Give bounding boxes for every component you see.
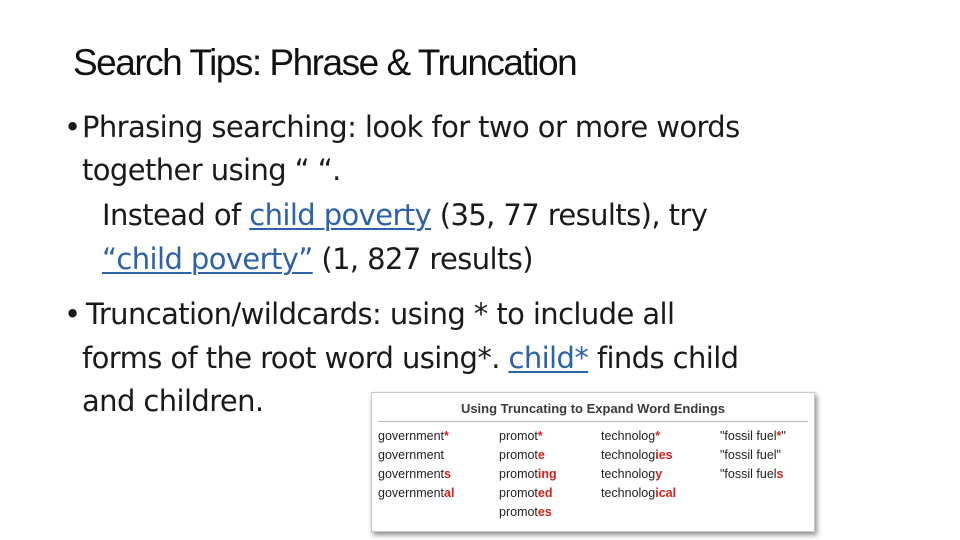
word-base: technolog <box>601 429 656 443</box>
figure-word-cell <box>499 484 557 503</box>
figure-word-cell <box>499 446 557 465</box>
word-base: "fossil fuel" <box>720 448 781 462</box>
figure-word-cell <box>378 446 454 465</box>
bullet-marker: • <box>64 297 82 331</box>
bullet-2-line-2-post: finds child <box>588 341 739 375</box>
word-base: government <box>378 467 445 481</box>
word-base: "fossil fuel <box>720 467 777 481</box>
word-suffix: * <box>776 429 782 443</box>
bullet-2-line-3: and children. <box>82 384 264 418</box>
figure-word-cell <box>720 465 786 484</box>
word-base: technolog <box>601 467 656 481</box>
word-base: technolog <box>601 486 656 500</box>
word-suffix: al <box>444 486 455 500</box>
figure-word-cell <box>499 465 557 484</box>
figure-word-cell <box>499 427 557 446</box>
word-suffix: ed <box>537 486 553 500</box>
slide-title: Search Tips: Phrase & Truncation <box>73 42 577 83</box>
figure-column-promot <box>499 427 557 522</box>
word-suffix: * <box>655 429 661 443</box>
word-base: government <box>378 429 445 443</box>
figure-divider <box>378 421 808 422</box>
figure-word-cell <box>601 446 676 465</box>
word-suffix: * <box>444 429 449 443</box>
example-line-2 <box>102 242 533 276</box>
word-suffix: ical <box>655 486 677 500</box>
word-suffix: s <box>776 467 784 481</box>
bullet-2-line-1: Truncation/wildcards: using * to include all <box>86 297 675 331</box>
figure-word-cell <box>378 427 454 446</box>
figure-word-cell <box>601 427 676 446</box>
word-base: promot <box>499 505 538 519</box>
example-pre-text: Instead of <box>102 198 250 232</box>
word-base: promot <box>499 429 538 443</box>
word-suffix: y <box>655 467 663 481</box>
word-suffix: e <box>537 448 545 462</box>
example-line-1 <box>102 198 707 232</box>
figure-word-cell <box>601 465 676 484</box>
word-suffix: s <box>444 467 451 481</box>
word-base: technolog <box>601 448 656 462</box>
example-result-text: (1, 827 results) <box>312 242 533 276</box>
word-base: promot <box>499 486 538 500</box>
word-base: government <box>378 486 445 500</box>
word-base: government <box>378 448 445 462</box>
word-suffix: ies <box>655 448 673 462</box>
word-base: "fossil fuel <box>720 429 777 443</box>
figure-column-technolog <box>601 427 676 503</box>
word-base: promot <box>499 448 538 462</box>
word-base: promot <box>499 467 538 481</box>
bullet-1-line-2: together using “ “. <box>82 153 341 187</box>
word-suffix: * <box>537 429 543 443</box>
figure-word-cell <box>378 484 454 503</box>
figure-title: Using Truncating to Expand Word Endings <box>460 401 726 416</box>
figure-word-cell <box>601 484 676 503</box>
word-close-quote: " <box>781 429 786 443</box>
word-suffix: es <box>537 505 552 519</box>
bullet-2-line-2 <box>82 341 738 375</box>
child-star-link[interactable]: child* <box>508 341 589 375</box>
bullet-1-line-1: Phrasing searching: look for two or more words <box>82 110 740 144</box>
child-poverty-quoted-link[interactable]: “child poverty” <box>102 242 313 276</box>
child-poverty-link[interactable]: child poverty <box>249 198 432 232</box>
word-suffix: ing <box>537 467 557 481</box>
bullet-marker: • <box>64 110 82 144</box>
figure-column-government <box>378 427 454 503</box>
figure-word-cell <box>720 427 786 446</box>
bullet-2-line-2-pre: forms of the root word using*. <box>82 341 509 375</box>
figure-column-fossil-fuel <box>720 427 786 484</box>
figure-word-cell <box>378 465 454 484</box>
truncation-example-figure <box>371 392 815 532</box>
figure-word-cell <box>499 503 557 522</box>
example-mid-text: (35, 77 results), try <box>431 198 708 232</box>
figure-word-cell <box>720 446 786 465</box>
